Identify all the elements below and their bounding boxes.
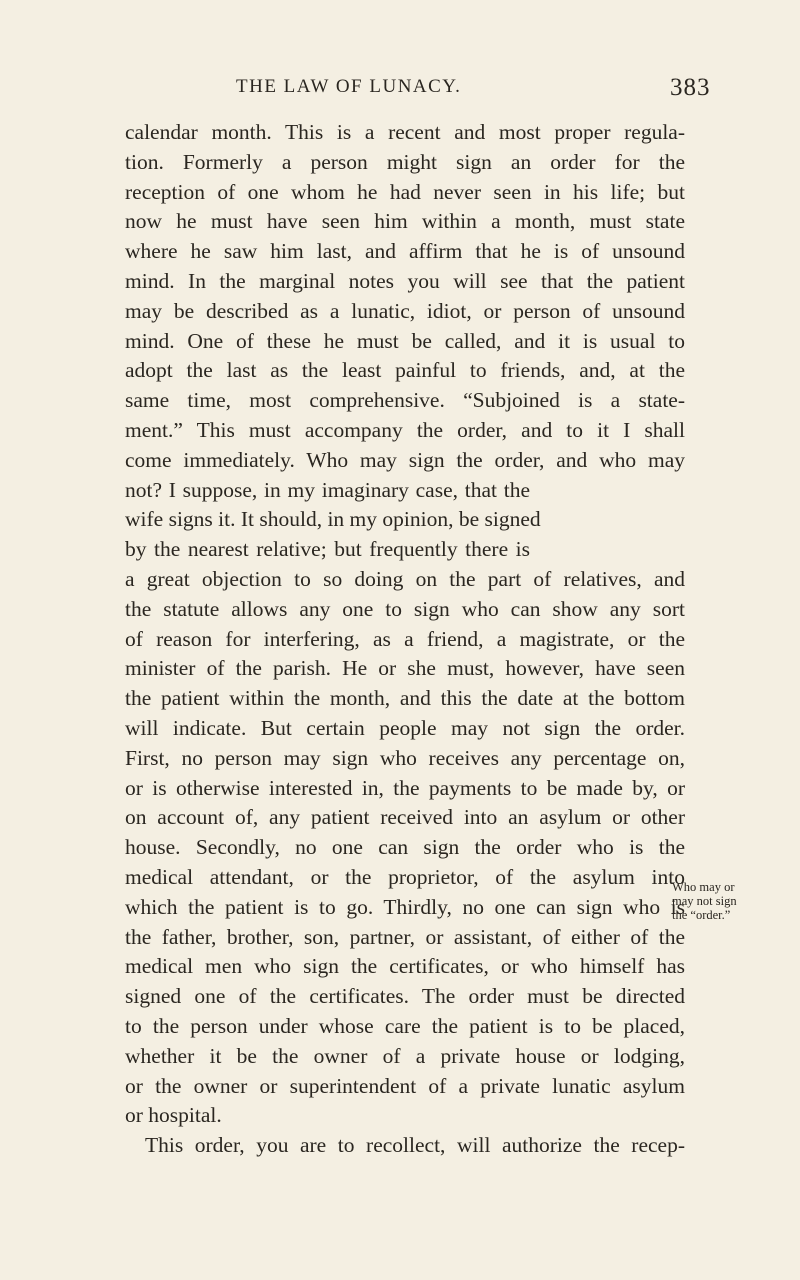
text-line: by the nearest relative; but frequently there is [125,537,530,562]
text-line: medical attendant, or the proprietor, of the asylum into [125,864,685,889]
text-line: ment.” This must accompany the order, and to it I shall [125,417,685,442]
text-line: will indicate. But certain people may not sign the order. [125,715,685,740]
margin-note [672,880,782,922]
text-line: medical men who sign the certificates, or who himself has [125,954,685,979]
text-line: or hospital. [125,1103,222,1128]
text-line: now he must have seen him within a month, must state [125,209,685,234]
text-line: whether it be the owner of a private house or lodging, [125,1043,685,1068]
text-line: where he saw him last, and affirm that he is of unsound [125,239,685,264]
text-line: not? I suppose, in my imaginary case, that the [125,477,530,502]
text-line: on account of, any patient received into an asylum or other [125,805,685,830]
text-line: tion. Formerly a person might sign an order for the [125,149,685,174]
text-line: the patient within the month, and this the date at the bottom [125,686,685,711]
text-line: First, no person may sign who receives any percentage on, [125,745,685,770]
text-line: calendar month. This is a recent and most proper regula- [125,120,685,144]
page-number: 383 [670,74,711,101]
margin-note-line: the “order.” [672,908,731,922]
text-line: signed one of the certificates. The order must be directed [125,984,685,1009]
text-line: This order, you are to recollect, will authorize the recep- [145,1133,685,1158]
text-line: mind. One of these he must be called, and it is usual to [125,328,685,353]
text-line: minister of the parish. He or she must, however, have seen [125,656,685,681]
text-line: come immediately. Who may sign the order, and who may [125,447,685,472]
running-head [0,76,800,106]
text-line: house. Secondly, no one can sign the order who is the [125,835,685,860]
running-title: THE LAW OF LUNACY. [236,76,462,97]
text-line: adopt the last as the least painful to friends, and, at the [125,358,685,383]
text-line: or the owner or superintendent of a private lunatic asylum [125,1073,685,1098]
text-line: which the patient is to go. Thirdly, no one can sign who is [125,894,685,919]
text-line: wife signs it. It should, in my opinion, be signed [125,507,541,532]
text-line: of reason for interfering, as a friend, a magistrate, or the [125,626,685,651]
margin-note-line: Who may or [672,880,735,894]
text-line: the statute allows any one to sign who can show any sort [125,596,685,621]
text-line: reception of one whom he had never seen in his life; but [125,179,685,204]
text-line: mind. In the marginal notes you will see that the patient [125,268,685,293]
text-line: same time, most comprehensive. “Subjoined is a state- [125,388,685,413]
text-line: the father, brother, son, partner, or assistant, of either of the [125,924,685,949]
margin-note-line: may not sign [672,894,737,908]
text-line: or is otherwise interested in, the payments to be made by, or [125,775,685,800]
text-line: may be described as a lunatic, idiot, or person of unsound [125,298,685,323]
text-line: to the person under whose care the patient is to be placed, [125,1013,685,1038]
body-text [125,118,685,1161]
text-line: a great objection to so doing on the part of relatives, and [125,566,685,591]
